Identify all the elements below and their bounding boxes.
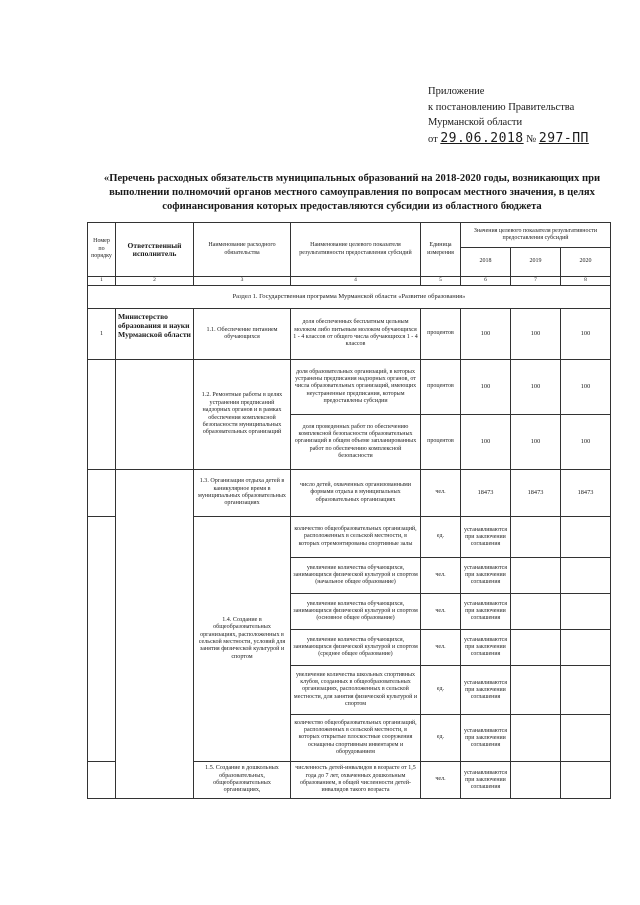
value-2018: устанавливаются при заключении соглашения (461, 666, 511, 715)
value-2019-empty (511, 715, 561, 762)
col-number: 4 (291, 277, 421, 286)
indicator-cell: число детей, охваченных организованными формами отдыха в муниципальных образовательных организациях (291, 470, 421, 517)
value-2018: устанавливаются при заключении соглашения (461, 762, 511, 799)
row-number-empty (88, 762, 116, 799)
unit-cell: процентов (421, 360, 461, 415)
indicator-cell: увеличение количества школьных спортивных клубов, созданных в общеобразовательных организациях, расположенных в сельской местности, для занятия физической культурой и спортом (291, 666, 421, 715)
col-number: 2 (116, 277, 194, 286)
value-2020-empty (561, 594, 611, 630)
header-indicator: Наименование целевого показателя результативности предоставления субсидий (291, 223, 421, 277)
executor-cell-empty (116, 470, 194, 799)
unit-cell: ед. (421, 715, 461, 762)
value-2019-empty (511, 594, 561, 630)
value-2020-empty (561, 666, 611, 715)
value-2019-empty (511, 762, 561, 799)
value-2020-empty (561, 517, 611, 558)
unit-cell: чел. (421, 762, 461, 799)
header-executor: Ответственный исполнитель (116, 223, 194, 277)
value-2019-empty (511, 666, 561, 715)
value-2018: устанавливаются при заключении соглашения (461, 630, 511, 666)
indicator-cell: доля проведенных работ по обеспечению комплексной безопасности образовательных организаций в общем объеме запланированных работ по обеспечению комплексной безопасности (291, 415, 421, 470)
value-2019: 100 (511, 415, 561, 470)
unit-cell: ед. (421, 666, 461, 715)
header-obligation: Наименование расходного обязательства (194, 223, 291, 277)
value-2020-empty (561, 762, 611, 799)
row-number-empty (88, 517, 116, 762)
indicator-cell: доля образовательных организаций, в которых устранены предписания надзорных органов, от числа образовательных организаций, имеющих неустраненные предписания, которым предоставлены субсидии (291, 360, 421, 415)
appendix-number: 297-ПП (538, 130, 589, 146)
indicator-cell: количество общеобразовательных организаций, расположенных в сельской местности, в которых открытые плоскостные сооружения оснащены спортивным инвентарем и оборудованием (291, 715, 421, 762)
value-2020: 100 (561, 415, 611, 470)
date-prefix: от (428, 133, 438, 145)
appendix-resolution: к постановлению Правительства (428, 101, 575, 113)
number-prefix: № (526, 133, 537, 145)
value-2019-empty (511, 630, 561, 666)
value-2020: 100 (561, 360, 611, 415)
section-row (88, 286, 611, 309)
executor-cell: Министерство образования и науки Мурманской области (116, 309, 194, 360)
header-num: Номер по порядку (88, 223, 116, 277)
header-unit: Единица измерения (421, 223, 461, 277)
value-2018: 100 (461, 415, 511, 470)
indicator-cell: численность детей-инвалидов в возрасте от 1,5 года до 7 лет, охваченных дошкольным образованием, в общей численности детей-инвалидов такого возраста (291, 762, 421, 799)
row-number: 1 (88, 309, 116, 360)
executor-cell-empty (116, 360, 194, 470)
table-row (88, 470, 611, 517)
unit-cell: процентов (421, 309, 461, 360)
appendix-date-number (428, 131, 589, 148)
value-2020-empty (561, 630, 611, 666)
indicator-cell: доля обеспеченных бесплатным цельным молоком либо питьевым молоком обучающихся 1 - 4 классов от общего числа обучающихся 1 - 4 классов (291, 309, 421, 360)
indicator-cell: увеличение количества обучающихся, занимающихся физической культурой и спортом (среднее общее образование) (291, 630, 421, 666)
unit-cell: процентов (421, 415, 461, 470)
appendix-header (428, 84, 589, 147)
value-2019: 18473 (511, 470, 561, 517)
col-number: 1 (88, 277, 116, 286)
col-number: 7 (511, 277, 561, 286)
value-2019-empty (511, 517, 561, 558)
unit-cell: чел. (421, 470, 461, 517)
obligations-table (87, 222, 611, 799)
row-number-empty (88, 470, 116, 517)
header-2019: 2019 (511, 248, 561, 277)
value-2018: 18473 (461, 470, 511, 517)
header-2020: 2020 (561, 248, 611, 277)
section-title: Раздел 1. Государственная программа Мурманской области «Развитие образования» (88, 286, 611, 309)
table-row (88, 360, 611, 415)
unit-cell: чел. (421, 630, 461, 666)
col-number: 3 (194, 277, 291, 286)
obligation-cell: 1.3. Организация отдыха детей в каникулярное время в муниципальных образовательных организациях (194, 470, 291, 517)
col-number: 8 (561, 277, 611, 286)
unit-cell: ед. (421, 517, 461, 558)
obligation-cell: 1.1. Обеспечение питанием обучающихся (194, 309, 291, 360)
obligation-cell: 1.5. Создание в дошкольных образовательных, общеобразовательных организациях, (194, 762, 291, 799)
obligation-cell: 1.2. Ремонтные работы в целях устранения предписаний надзорных органов и в рамках обеспечения комплексной безопасности муниципальных образовательных организаций (194, 360, 291, 470)
value-2020-empty (561, 558, 611, 594)
value-2018: устанавливаются при заключении соглашения (461, 594, 511, 630)
value-2018: 100 (461, 360, 511, 415)
value-2018: устанавливаются при заключении соглашения (461, 715, 511, 762)
value-2018: 100 (461, 309, 511, 360)
value-2018: устанавливаются при заключении соглашения (461, 558, 511, 594)
unit-cell: чел. (421, 558, 461, 594)
document-title: «Перечень расходных обязательств муниципальных образований на 2018-2020 годы, возникающих при выполнении полномочий органов местного самоуправления по вопросам местного значения, в целях софинансирования которых предоставляются субсидии из областного бюджета (103, 173, 601, 212)
appendix-region: Мурманской области (428, 117, 523, 128)
indicator-cell: количество общеобразовательных организаций, расположенных в сельской местности, в которых отремонтированы спортивные залы (291, 517, 421, 558)
value-2019: 100 (511, 360, 561, 415)
col-number: 6 (461, 277, 511, 286)
value-2020-empty (561, 715, 611, 762)
value-2018: устанавливаются при заключении соглашения (461, 517, 511, 558)
appendix-label: Приложение (428, 86, 485, 97)
column-numbers-row (88, 277, 611, 286)
row-number-empty (88, 360, 116, 470)
value-2019: 100 (511, 309, 561, 360)
table-row (88, 309, 611, 360)
value-2020: 100 (561, 309, 611, 360)
header-row (88, 223, 611, 248)
value-2019-empty (511, 558, 561, 594)
header-values-group: Значения целевого показателя результативности предоставления субсидий (461, 223, 611, 248)
indicator-cell: увеличение количества обучающихся, занимающихся физической культурой и спортом (начальное общее образование) (291, 558, 421, 594)
unit-cell: чел. (421, 594, 461, 630)
obligation-cell: 1.4. Создание в общеобразовательных организациях, расположенных в сельской местности, условий для занятия физической культурой и спортом (194, 517, 291, 762)
value-2020: 18473 (561, 470, 611, 517)
indicator-cell: увеличение количества обучающихся, занимающихся физической культурой и спортом (основное общее образование) (291, 594, 421, 630)
header-2018: 2018 (461, 248, 511, 277)
col-number: 5 (421, 277, 461, 286)
appendix-date: 29.06.2018 (440, 130, 524, 146)
